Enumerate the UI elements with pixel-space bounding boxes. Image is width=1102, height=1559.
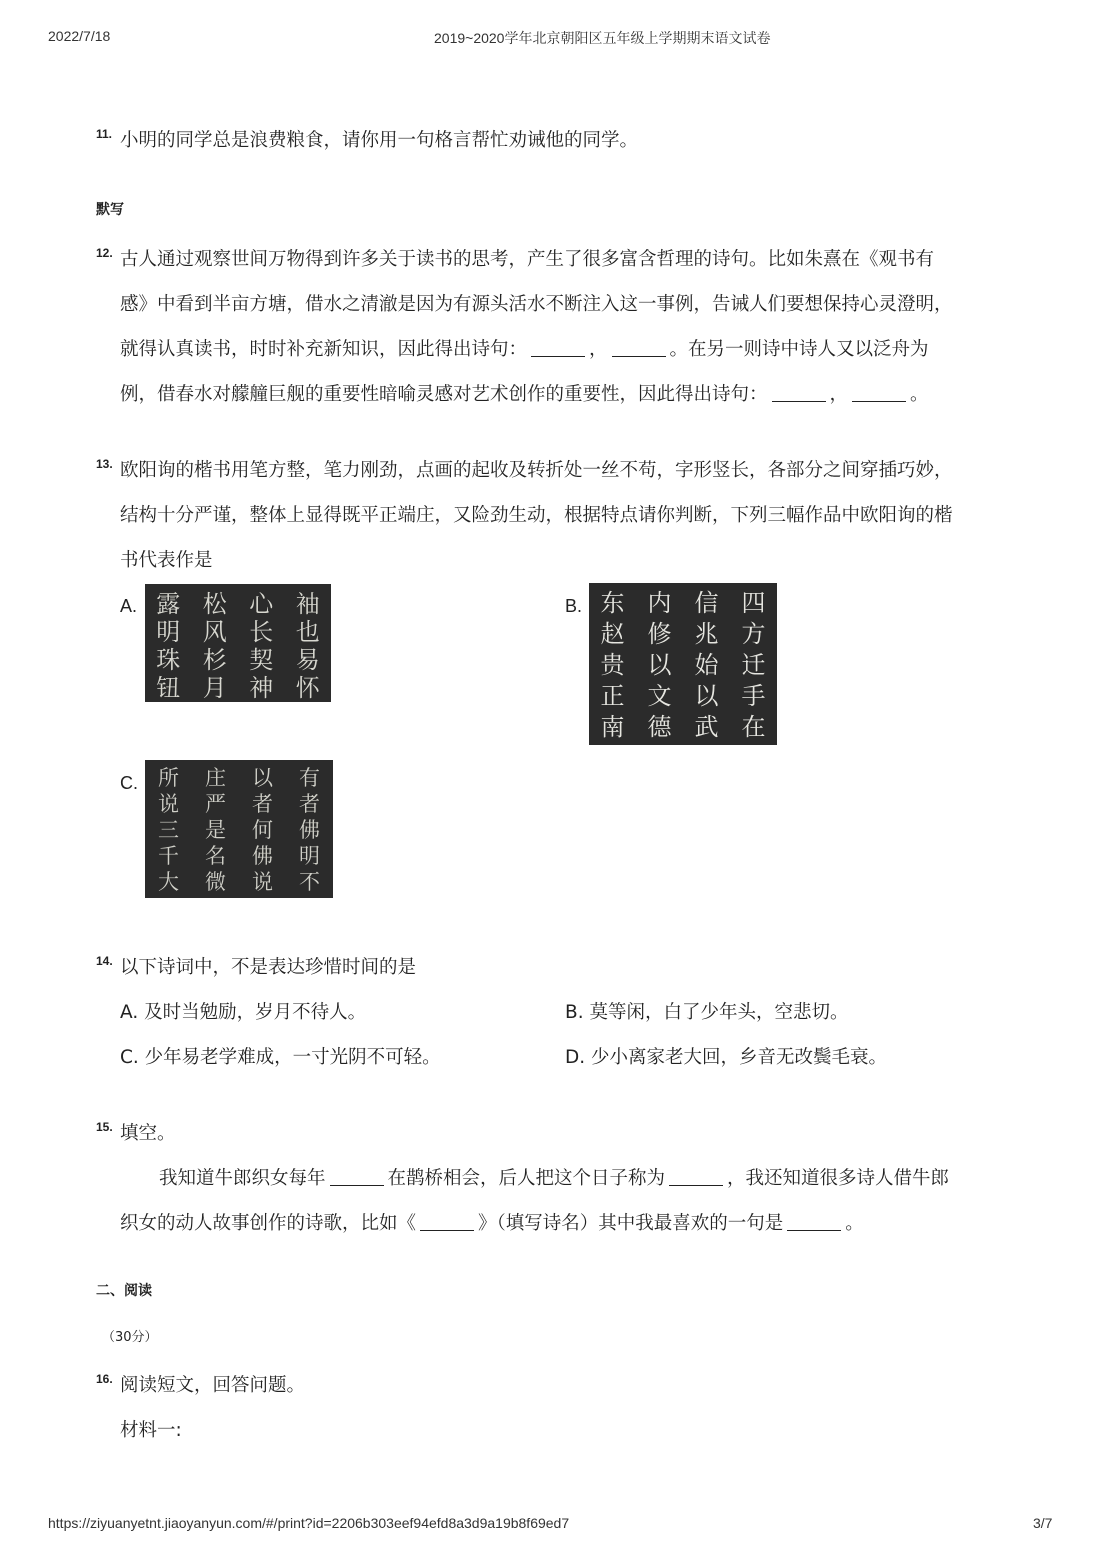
text-segment: ，我还知道很多诗人借牛郎 (727, 1168, 950, 1189)
answer-blank[interactable] (669, 1167, 723, 1186)
calligraphy-character: 在 (741, 713, 766, 741)
question-stem: 填空。 (120, 1123, 176, 1144)
calligraphy-character: 兆 (694, 620, 719, 648)
text-segment: 。在另一则诗中诗人又以泛舟为 (669, 339, 929, 360)
calligraphy-character: 正 (600, 682, 625, 710)
calligraphy-character: 东 (600, 589, 625, 617)
calligraphy-character: 迁 (741, 651, 766, 679)
calligraphy-character: 内 (647, 589, 672, 617)
text-segment: 我知道牛郎织女每年 (159, 1168, 326, 1189)
calligraphy-character: 佛 (299, 818, 320, 842)
calligraphy-character: 风 (202, 618, 227, 646)
question-text-line (120, 382, 929, 408)
calligraphy-character: 说 (252, 870, 273, 894)
text-segment: 就得认真读书，时时补充新知识，因此得出诗句： (120, 339, 528, 360)
page-url: https://ziyuanyetnt.jiaoyanyun.com/#/print?id=2206b303eef94efd8a3d9a19b8f69ed7 (48, 1515, 570, 1531)
calligraphy-character: 易 (295, 646, 320, 674)
calligraphy-character: 修 (647, 620, 672, 648)
calligraphy-character: 明 (299, 844, 320, 868)
answer-blank[interactable] (330, 1167, 384, 1186)
calligraphy-character: 说 (158, 792, 179, 816)
text-segment: 。 (910, 384, 929, 405)
answer-blank[interactable] (420, 1212, 474, 1231)
calligraphy-character: 是 (205, 818, 226, 842)
calligraphy-image-b[interactable] (589, 583, 777, 745)
calligraphy-character: 神 (249, 674, 274, 702)
calligraphy-character: 千 (158, 844, 179, 868)
question-text-line: 书代表作是 (120, 550, 213, 571)
section-heading-moxie: 默写 (96, 202, 124, 218)
calligraphy-character: 也 (295, 618, 320, 646)
calligraphy-character: 南 (600, 713, 625, 741)
question-number: 13. (96, 457, 113, 471)
material-label: 材料一: (120, 1420, 182, 1441)
option-label-b[interactable]: B. (565, 596, 583, 616)
option-label-c[interactable]: C. (120, 773, 138, 793)
question-stem: 以下诗词中，不是表达珍惜时间的是 (120, 957, 417, 978)
question-text-line: 欧阳询的楷书用笔方整，笔力刚劲，点画的起收及转折处一丝不苟，字形竖长，各部分之间穿插巧妙， (120, 460, 953, 481)
question-text-line (120, 1211, 864, 1237)
answer-blank[interactable] (531, 338, 585, 357)
calligraphy-character: 文 (647, 682, 672, 710)
question-number: 11. (96, 127, 113, 141)
text-segment: 例，借春水对艨艟巨舰的重要性暗喻灵感对艺术创作的重要性，因此得出诗句： (120, 384, 768, 405)
calligraphy-glyphs (145, 584, 331, 702)
text-segment: ， (589, 339, 608, 360)
question-text-line: 古人通过观察世间万物得到许多关于读书的思考，产生了很多富含哲理的诗句。比如朱熹在《观书有 (120, 249, 935, 270)
calligraphy-character: 珠 (156, 646, 181, 674)
calligraphy-character: 不 (299, 870, 320, 894)
calligraphy-character: 名 (205, 844, 226, 868)
question-number: 14. (96, 954, 113, 968)
calligraphy-character: 契 (249, 646, 274, 674)
calligraphy-glyphs (145, 760, 333, 898)
calligraphy-character: 信 (694, 589, 719, 617)
section-heading-reading: 二、阅读 (96, 1283, 152, 1299)
calligraphy-character: 始 (694, 651, 719, 679)
calligraphy-character: 以 (252, 766, 273, 790)
answer-blank[interactable] (787, 1212, 841, 1231)
calligraphy-character: 明 (156, 618, 181, 646)
option-label-a[interactable]: A. (120, 596, 138, 616)
calligraphy-character: 赵 (600, 620, 625, 648)
question-number: 12. (96, 246, 113, 260)
calligraphy-character: 大 (158, 870, 179, 894)
calligraphy-character: 方 (741, 620, 766, 648)
calligraphy-character: 所 (158, 766, 179, 790)
calligraphy-character: 杉 (202, 646, 227, 674)
calligraphy-character: 钮 (156, 674, 181, 702)
question-number: 15. (96, 1120, 113, 1134)
calligraphy-character: 庄 (205, 766, 226, 790)
calligraphy-character: 者 (299, 792, 320, 816)
calligraphy-character: 露 (156, 590, 181, 618)
text-segment: 》（填写诗名）其中我最喜欢的一句是 (478, 1213, 784, 1234)
question-text: 小明的同学总是浪费粮食，请你用一句格言帮忙劝诫他的同学。 (120, 130, 639, 151)
calligraphy-character: 佛 (252, 844, 273, 868)
section-score: （30分） (102, 1330, 158, 1345)
question-stem: 阅读短文，回答问题。 (120, 1375, 306, 1396)
calligraphy-character: 以 (647, 651, 672, 679)
calligraphy-character: 武 (694, 713, 719, 741)
answer-blank[interactable] (852, 383, 906, 402)
question-text-line: 结构十分严谨，整体上显得既平正端庄，又险劲生动，根据特点请你判断，下列三幅作品中欧阳询的楷 (120, 505, 953, 526)
print-date: 2022/7/18 (48, 28, 111, 44)
calligraphy-character: 德 (647, 713, 672, 741)
calligraphy-character: 贵 (600, 651, 625, 679)
choice-option-a[interactable]: A. 及时当勉励，岁月不待人。 (120, 1002, 367, 1023)
calligraphy-character: 者 (252, 792, 273, 816)
choice-option-d[interactable]: D. 少小离家老大回，乡音无改鬓毛衰。 (565, 1047, 888, 1068)
calligraphy-image-a[interactable] (145, 584, 331, 702)
question-number: 16. (96, 1372, 113, 1386)
text-segment: 。 (845, 1213, 864, 1234)
text-segment: ， (829, 384, 849, 405)
calligraphy-character: 袖 (295, 590, 320, 618)
page-number: 3/7 (1033, 1515, 1053, 1531)
text-segment: 织女的动人故事创作的诗歌，比如《 (120, 1213, 417, 1234)
answer-blank[interactable] (612, 338, 666, 357)
question-text-line (120, 337, 929, 363)
calligraphy-character: 三 (158, 818, 179, 842)
calligraphy-character: 严 (205, 792, 226, 816)
choice-option-b[interactable]: B. 莫等闲，白了少年头，空悲切。 (565, 1002, 849, 1023)
calligraphy-character: 四 (741, 589, 766, 617)
calligraphy-glyphs (589, 583, 777, 745)
calligraphy-image-c[interactable] (145, 760, 333, 898)
document-title: 2019~2020学年北京朝阳区五年级上学期期末语文试卷 (434, 30, 771, 46)
calligraphy-character: 微 (205, 870, 226, 894)
calligraphy-character: 长 (249, 618, 274, 646)
calligraphy-character: 何 (252, 818, 273, 842)
calligraphy-character: 月 (202, 674, 227, 702)
calligraphy-character: 手 (741, 682, 766, 710)
calligraphy-character: 以 (694, 682, 719, 710)
text-segment: 在鹊桥相会，后人把这个日子称为 (387, 1168, 666, 1189)
calligraphy-character: 心 (249, 590, 274, 618)
calligraphy-character: 有 (299, 766, 320, 790)
answer-blank[interactable] (772, 383, 826, 402)
question-text-line: 感》中看到半亩方塘，借水之清澈是因为有源头活水不断注入这一事例，告诫人们要想保持心灵澄明， (120, 294, 953, 315)
question-text-line (159, 1166, 949, 1192)
choice-option-c[interactable]: C. 少年易老学难成，一寸光阴不可轻。 (120, 1047, 441, 1068)
calligraphy-character: 松 (202, 590, 227, 618)
calligraphy-character: 怀 (295, 674, 320, 702)
